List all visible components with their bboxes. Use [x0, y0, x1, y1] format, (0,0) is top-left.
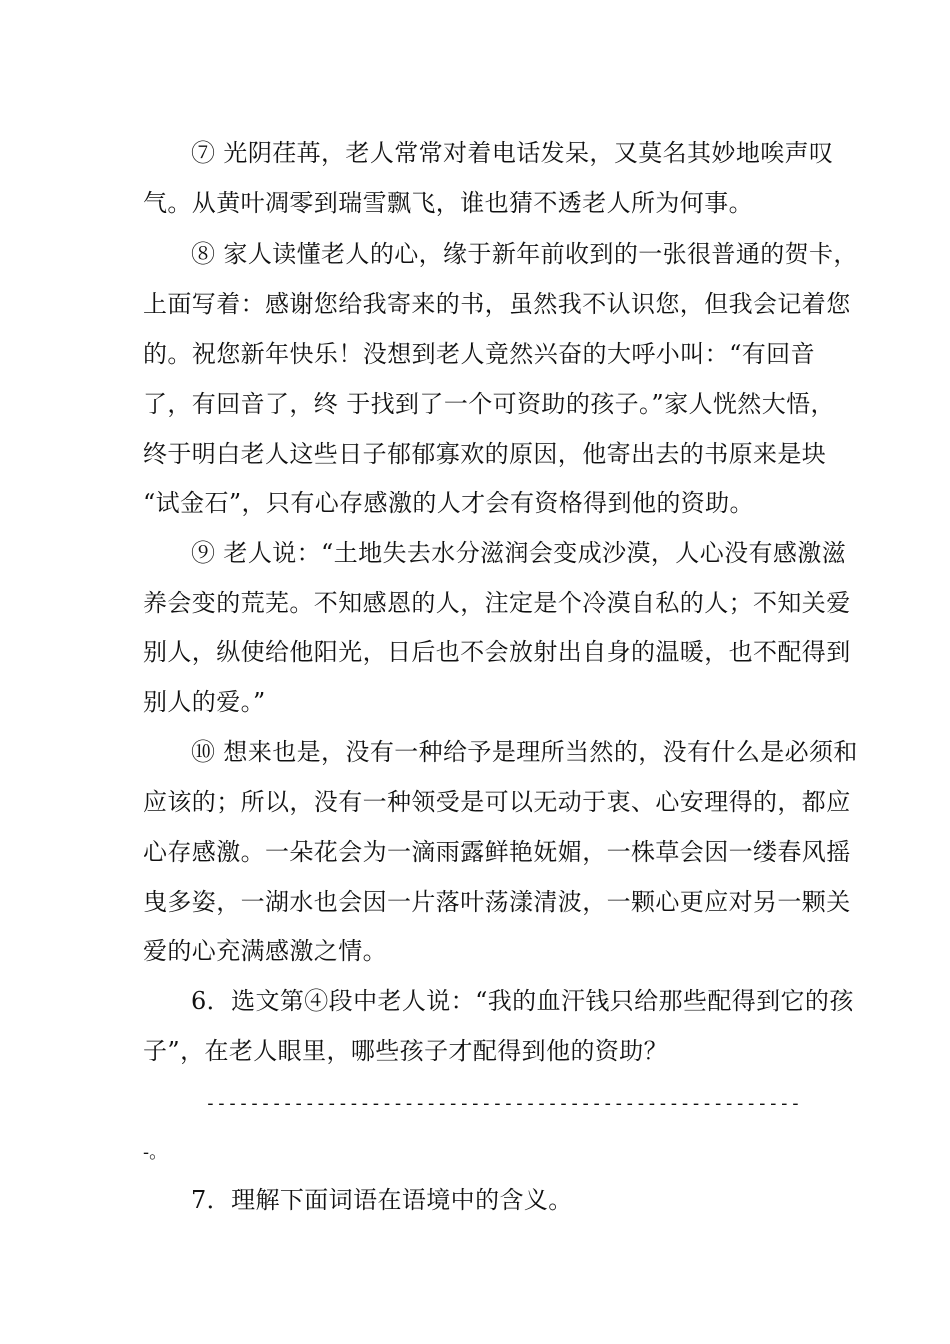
paragraph-8-line-1: ⑧ 家人读懂老人的心，缘于新年前收到的一张很普通的贺卡， — [191, 240, 858, 268]
paragraph-8-line-2: 上面写着：感谢您给我寄来的书，虽然我不认识您，但我会记着您 — [143, 290, 851, 318]
paragraph-10-line-4: 曳多姿，一湖水也会因一片落叶荡漾清波，一颗心更应对另一颗关 — [143, 888, 851, 916]
question-6-line-2: 子”，在老人眼里，哪些孩子才配得到他的资助？ — [143, 1037, 669, 1065]
question-6-line-1: 6．选文第④段中老人说：“我的血汗钱只给那些配得到它的孩 — [191, 987, 854, 1015]
paragraph-9-line-2: 养会变的荒芜。不知感恩的人，注定是个冷漠自私的人；不知关爱 — [143, 589, 851, 617]
question-7: 7．理解下面词语在语境中的含义。 — [191, 1186, 573, 1214]
paragraph-8-line-3: 的。祝您新年快乐！没想到老人竟然兴奋的大呼小叫：“有回音 — [143, 340, 815, 368]
paragraph-10-line-3: 心存感激。一朵花会为一滴雨露鲜艳妩媚，一株草会因一缕春风摇 — [143, 838, 851, 866]
paragraph-9-line-1: ⑨ 老人说：“土地失去水分滋润会变成沙漠，人心没有感激滋 — [191, 539, 847, 567]
paragraph-7-line-2: 气。从黄叶凋零到瑞雪飘飞，谁也猜不透老人所为何事。 — [143, 189, 753, 217]
paragraph-8-line-5: 终于明白老人这些日子郁郁寡欢的原因，他寄出去的书原来是块 — [143, 440, 827, 468]
paragraph-9-line-3: 别人，纵使给他阳光，日后也不会放射出自身的温暖，也不配得到 — [143, 638, 851, 666]
paragraph-8-line-4: 了，有回音了，终 于找到了一个可资助的孩子。”家人恍然大悟， — [143, 390, 835, 418]
paragraph-9-line-4: 别人的爱。” — [143, 688, 266, 716]
answer-blank-line: ------------------------------------------------------ — [205, 1093, 801, 1114]
paragraph-8-line-6: “试金石”，只有心存感激的人才会有资格得到他的资助。 — [143, 489, 754, 517]
paragraph-10-line-1: ⑩ 想来也是，没有一种给予是理所当然的，没有什么是必须和 — [191, 738, 858, 766]
answer-blank-end: -。 — [143, 1142, 168, 1163]
paragraph-7-line-1: ⑦ 光阴荏苒，老人常常对着电话发呆，又莫名其妙地唉声叹 — [191, 139, 834, 167]
paragraph-10-line-5: 爱的心充满感激之情。 — [143, 937, 387, 965]
paragraph-10-line-2: 应该的；所以，没有一种领受是可以无动于衷、心安理得的，都应 — [143, 788, 851, 816]
